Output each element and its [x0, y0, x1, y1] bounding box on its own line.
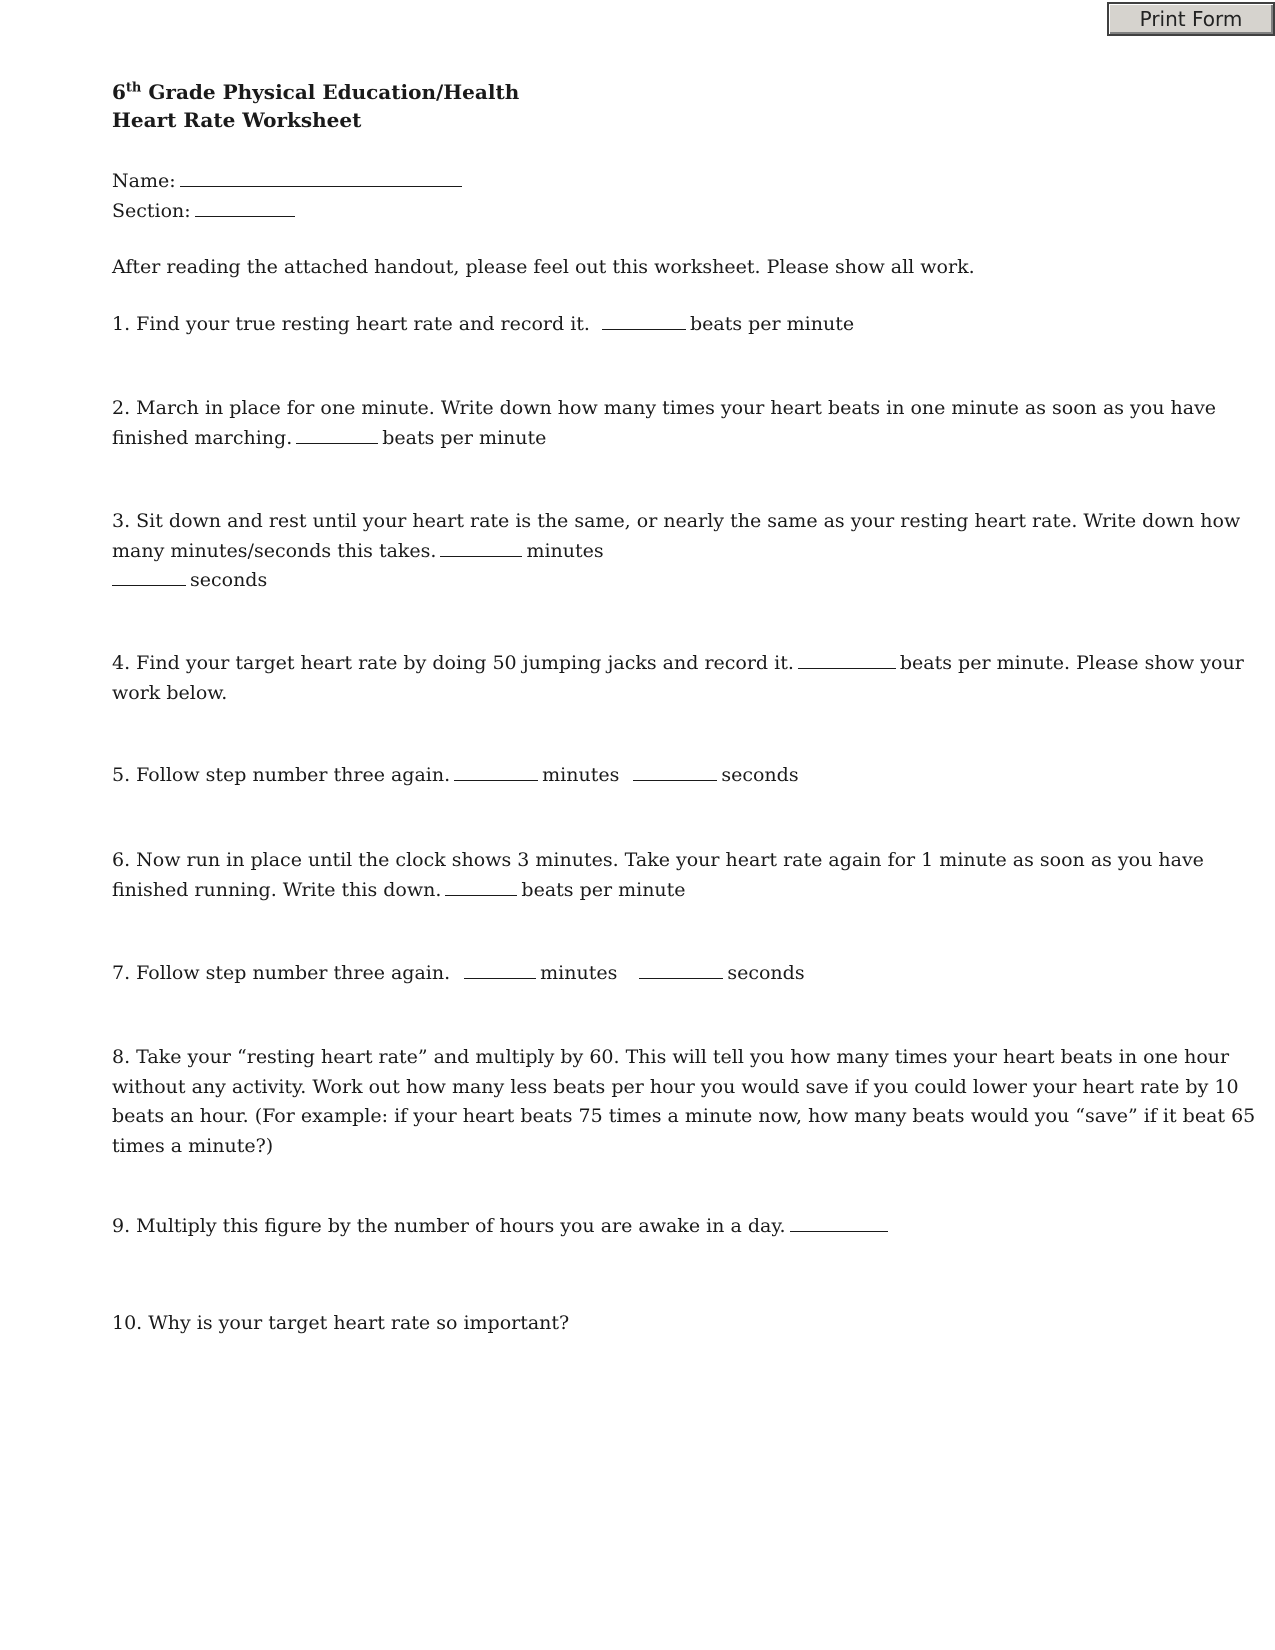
- question-7: [112, 959, 805, 989]
- instructions: After reading the attached handout, please feel out this worksheet. Please show all work.: [112, 256, 975, 278]
- question-5: [112, 761, 799, 791]
- q5-unit-seconds: seconds: [721, 764, 799, 786]
- question-6: [112, 846, 1204, 905]
- q3-line-2-text: many minutes/seconds this takes.: [112, 539, 437, 562]
- section-field[interactable]: [195, 198, 295, 217]
- q6-answer-field[interactable]: [445, 877, 517, 896]
- q1-answer-field[interactable]: [602, 311, 686, 330]
- q9-answer-field[interactable]: [790, 1213, 888, 1232]
- question-4: [112, 649, 1244, 708]
- q7-seconds-field[interactable]: [639, 960, 723, 979]
- q8-line-3: beats an hour. (For example: if your heart beats 75 times a minute now, how many beats would you “save” if it beat 65: [112, 1105, 1256, 1127]
- q2-unit: beats per minute: [382, 426, 547, 449]
- name-row: [112, 167, 466, 197]
- q2-line-1: 2. March in place for one minute. Write down how many times your heart beats in one minute as soon as you have: [112, 397, 1217, 419]
- q9-text: 9. Multiply this figure by the number of hours you are awake in a day.: [112, 1215, 786, 1237]
- q4-answer-field[interactable]: [798, 650, 896, 669]
- q3-seconds-field[interactable]: [112, 567, 186, 586]
- question-8: [112, 1043, 1255, 1161]
- q8-line-4: times a minute?): [112, 1134, 274, 1157]
- q7-unit-seconds: seconds: [727, 962, 805, 984]
- q6-line-1: 6. Now run in place until the clock shows 3 minutes. Take your heart rate again for 1 minute as soon as you have: [112, 849, 1204, 871]
- q6-line-2-text: finished running. Write this down.: [112, 878, 442, 901]
- q7-unit-minutes: minutes: [540, 962, 618, 984]
- q1-text: 1. Find your true resting heart rate and record it.: [112, 313, 590, 335]
- q5-unit-minutes: minutes: [542, 764, 620, 786]
- q4-after: beats per minute. Please show your: [899, 652, 1244, 674]
- q8-line-1: 8. Take your “resting heart rate” and multiply by 60. This will tell you how many times your heart beats in one hour: [112, 1046, 1230, 1068]
- question-9: [112, 1212, 892, 1242]
- title-line-2: Heart Rate Worksheet: [112, 108, 362, 132]
- q4-line-2: work below.: [112, 681, 228, 704]
- title-line-1: [112, 78, 519, 106]
- question-1: [112, 310, 854, 340]
- q3-line-1: 3. Sit down and rest until your heart rate is the same, or nearly the same as your resting heart rate. Write down how: [112, 510, 1241, 532]
- q2-line-2-text: finished marching.: [112, 426, 293, 449]
- q2-line-2: [112, 424, 1216, 454]
- q3-unit-seconds: seconds: [190, 569, 268, 591]
- question-2: [112, 394, 1216, 453]
- grade-number: 6: [112, 80, 126, 104]
- q3-line-2: [112, 537, 1240, 567]
- q3-unit-minutes: minutes: [526, 539, 604, 562]
- q6-line-2: [112, 876, 1204, 906]
- section-row: [112, 197, 466, 227]
- section-label: Section:: [112, 199, 191, 222]
- q7-minutes-field[interactable]: [464, 960, 536, 979]
- q6-unit: beats per minute: [521, 878, 686, 901]
- q3-minutes-field[interactable]: [440, 538, 522, 557]
- q5-text: 5. Follow step number three again.: [112, 764, 451, 786]
- q1-unit: beats per minute: [689, 313, 855, 335]
- q8-line-2: without any activity. Work out how many less beats per hour you would save if you could lower your heart rate by 10: [112, 1075, 1239, 1098]
- q5-seconds-field[interactable]: [633, 762, 717, 781]
- q10-text: 10. Why is your target heart rate so important?: [112, 1312, 570, 1334]
- title-line-1-rest: Grade Physical Education/Health: [141, 80, 520, 104]
- q5-minutes-field[interactable]: [454, 762, 538, 781]
- q3-line-3: [112, 566, 1240, 596]
- q4-text: 4. Find your target heart rate by doing 50 jumping jacks and record it.: [112, 652, 794, 674]
- grade-suffix: th: [125, 80, 142, 96]
- name-field[interactable]: [180, 168, 462, 187]
- name-label: Name:: [112, 170, 176, 192]
- q4-line-1: [112, 649, 1244, 679]
- question-3: [112, 507, 1240, 596]
- q7-text: 7. Follow step number three again.: [112, 962, 451, 984]
- question-10: [112, 1309, 569, 1339]
- q2-answer-field[interactable]: [296, 425, 378, 444]
- page-title: [112, 78, 519, 134]
- student-fields: [112, 167, 466, 226]
- print-form-button[interactable]: Print Form: [1107, 2, 1275, 36]
